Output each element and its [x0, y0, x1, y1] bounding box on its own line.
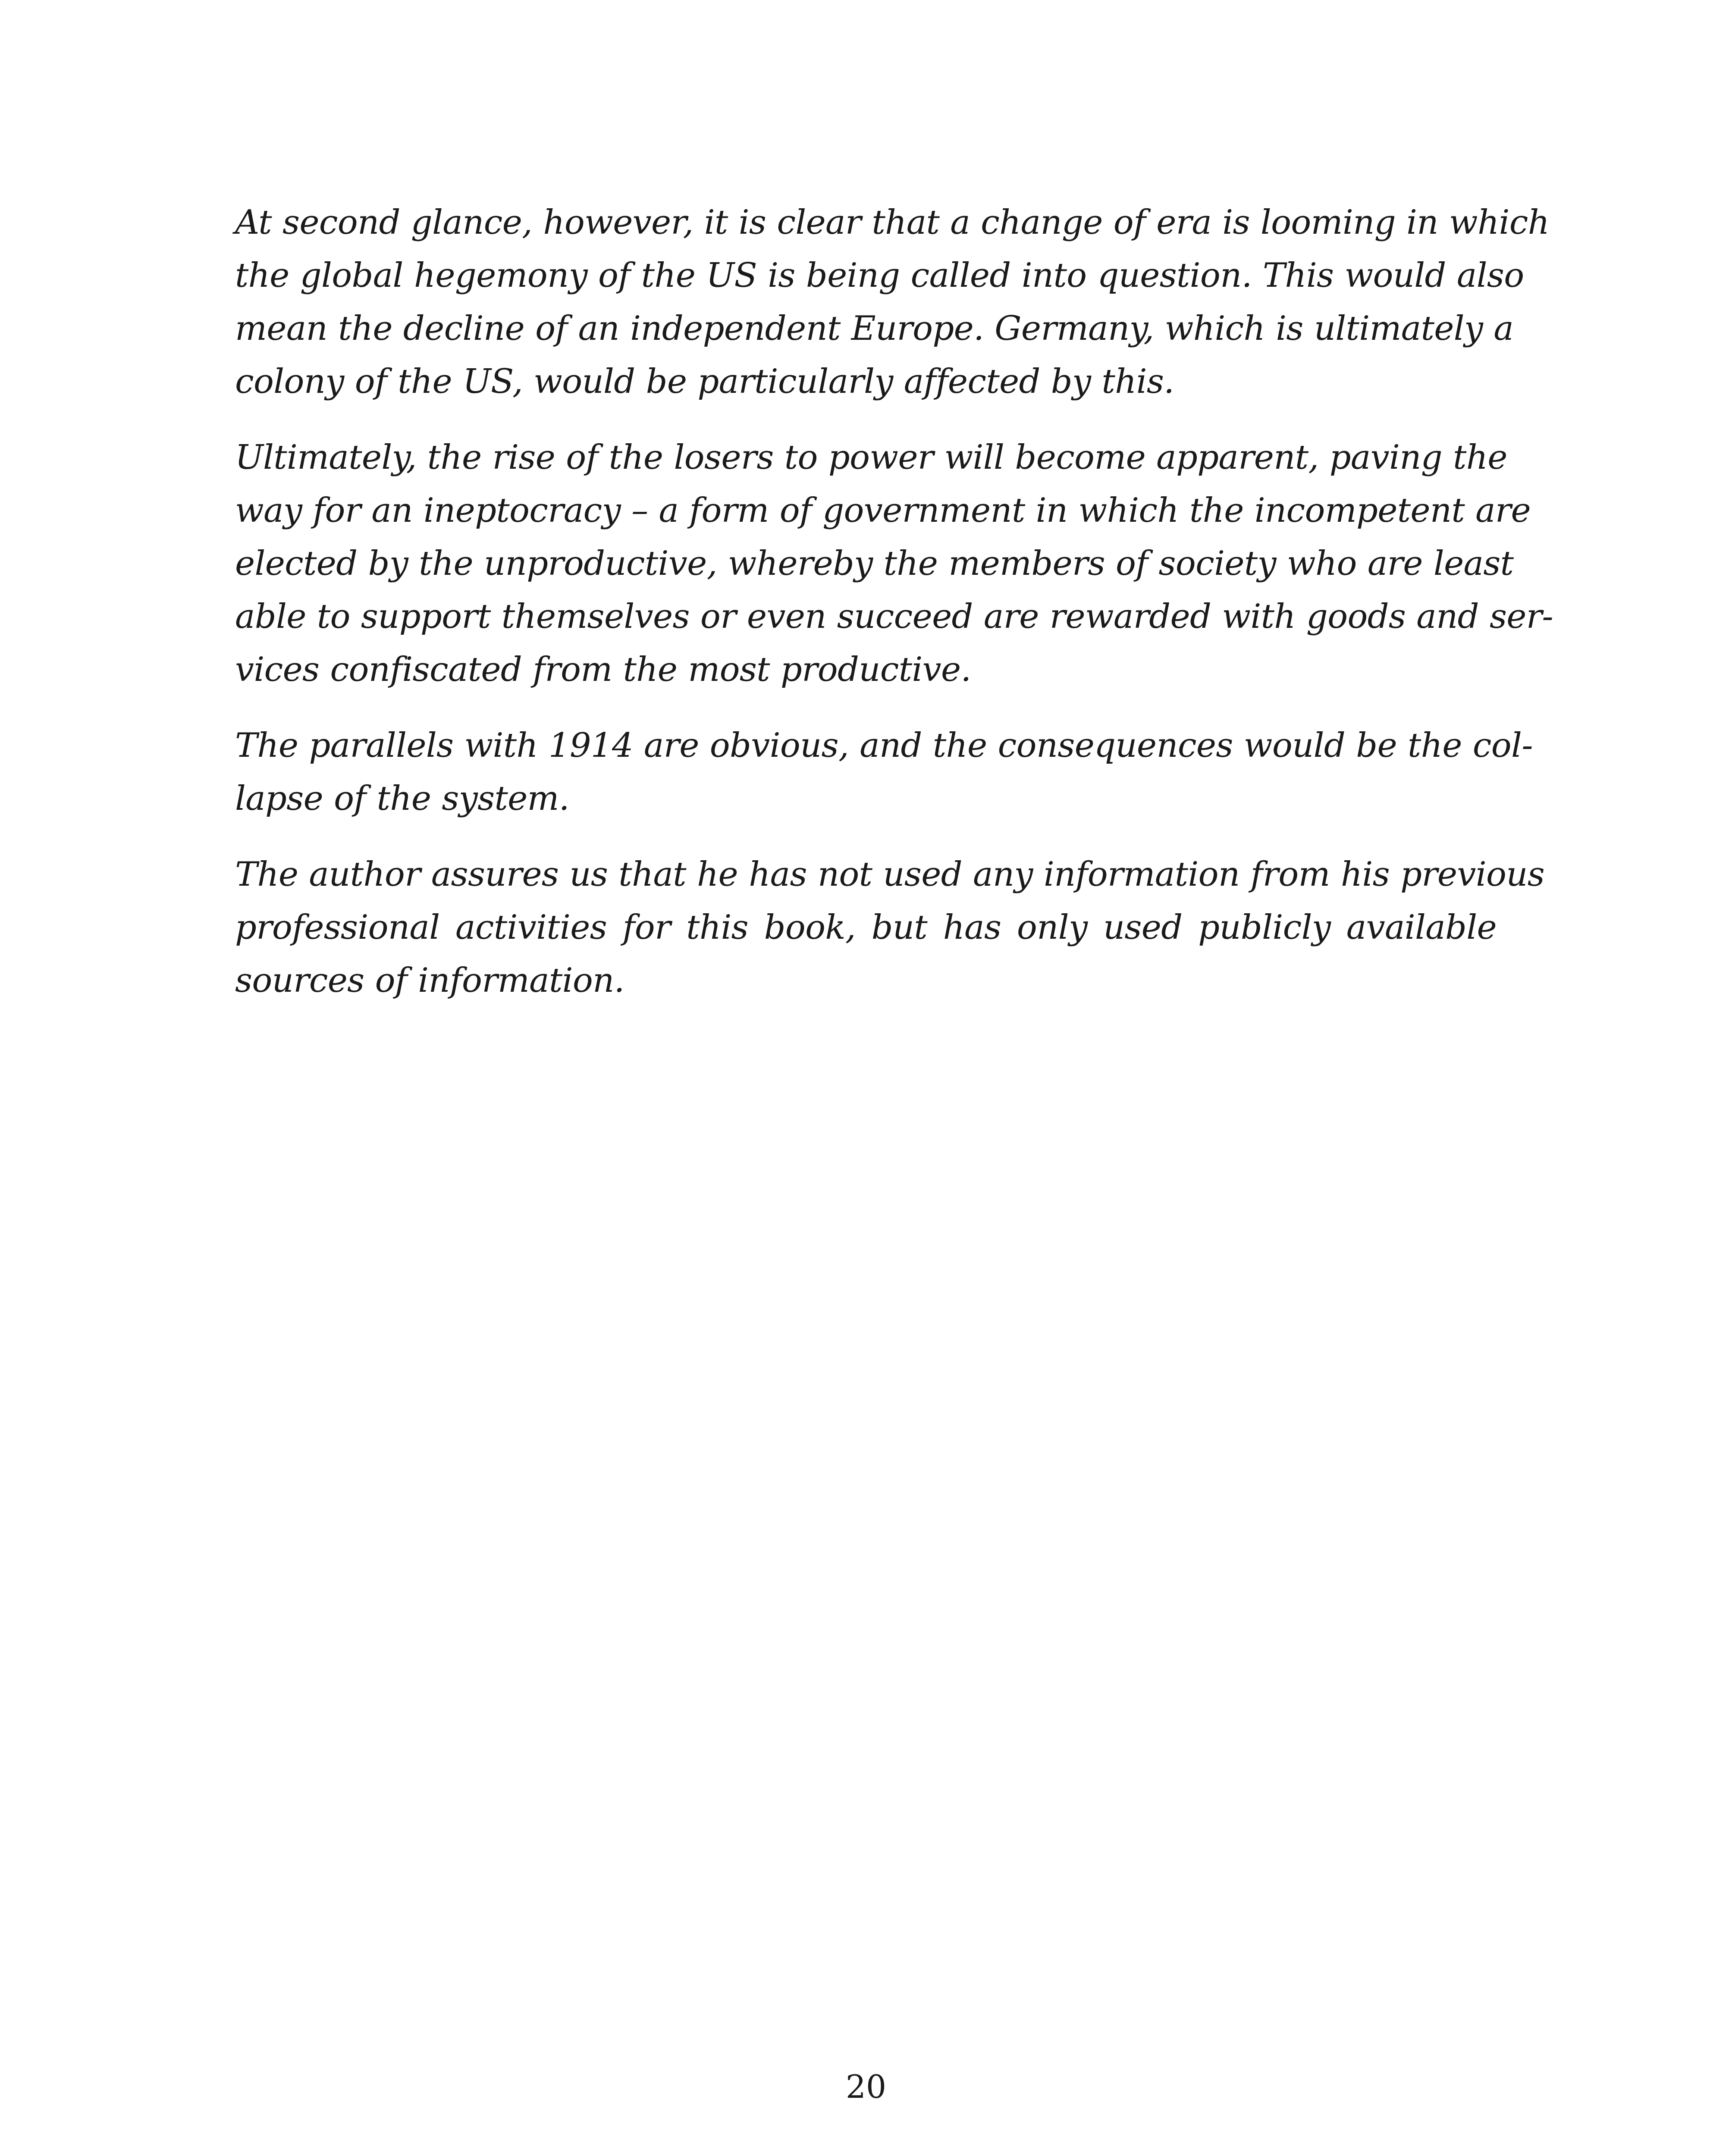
- text-line: elected by the unproductive, whereby the members of society who are least: [235, 544, 1514, 583]
- text-line: the global hegemony of the US is being called into question. This would also: [235, 256, 1524, 295]
- paragraph-1: [235, 196, 1550, 408]
- text-line: colony of the US, would be particularly affected by this.: [235, 362, 1174, 401]
- page-number: 20: [845, 2068, 887, 2106]
- body-text: [235, 196, 1553, 1030]
- text-line: Ultimately, the rise of the losers to power will become apparent, paving the: [235, 438, 1507, 477]
- text-line: able to support themselves or even succeed are rewarded with goods and ser-: [235, 597, 1553, 636]
- paragraph-4: [235, 848, 1545, 1007]
- paragraph-2: [235, 431, 1553, 696]
- text-line: The author assures us that he has not used any information from his previous: [235, 855, 1545, 894]
- text-line: lapse of the system.: [235, 779, 569, 818]
- text-line: way for an ineptocracy – a form of government in which the incompetent are: [235, 491, 1531, 530]
- text-line: sources of information.: [235, 961, 624, 1000]
- text-line: professional activities for this book, but has only used publicly available: [235, 908, 1497, 947]
- text-line: mean the decline of an independent Europe. Germany, which is ultimately a: [235, 309, 1514, 348]
- paragraph-3: [235, 719, 1533, 825]
- text-line: At second glance, however, it is clear that a change of era is looming in which: [235, 203, 1550, 242]
- text-line: The parallels with 1914 are obvious, and the consequences would be the col-: [235, 726, 1533, 765]
- text-line: vices confiscated from the most productive.: [235, 650, 971, 689]
